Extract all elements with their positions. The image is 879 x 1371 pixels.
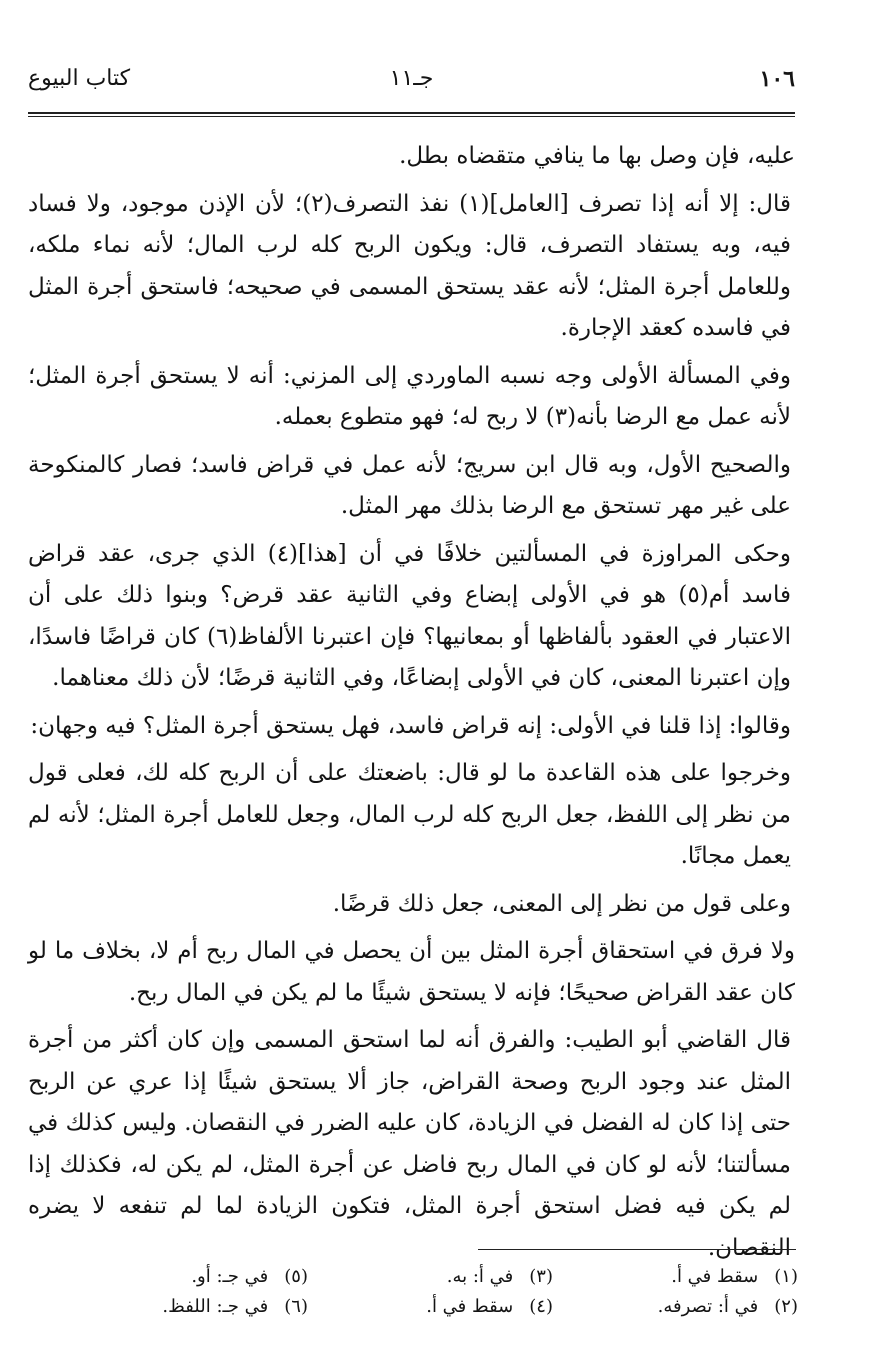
footnote-column [558,1262,798,1322]
paragraph: والصحيح الأول، وبه قال ابن سريج؛ لأنه عمل في قراض فاسد؛ فصار كالمنكوحة على غير مهر تستحق مع الرضا بذلك مهر المثل. [28,451,791,519]
footnote-item [68,1262,308,1292]
footnote-item [68,1292,308,1322]
footnote-text: سقط في أ. [671,1266,759,1287]
book-title: كتاب البيوع [28,66,131,91]
volume-label: جـ١١ [389,66,434,91]
footnote-text: سقط في أ. [426,1296,514,1317]
main-text [28,136,795,1275]
footnote-text: في جـ: اللفظ. [162,1296,269,1317]
header-divider-thin [28,116,795,117]
footnote-number: (١) [774,1266,798,1287]
page-header [28,62,795,104]
header-divider [28,112,795,114]
footnote-item [558,1292,798,1322]
footnote-text: في أ: به. [446,1266,514,1287]
paragraph: قال القاضي أبو الطيب: والفرق أنه لما استحق المسمى وإن كان أكثر من أجرة المثل عند وجود الربح وصحة القراض، جاز ألا يستحق شيئًا إذا عري عن الربح حتى إذا كان له الفضل في الزيادة، كان عليه الضرر في النقصان. وليس كذلك في مسألتنا؛ لأنه لو كان في المال ربح فاضل عن أجرة المثل، لم يكن له، فكذلك إذا لم يكن فيه فضل استحق أجرة المثل، فتكون الزيادة لما لم تنفعه لا يضره النقصان. [28,1027,791,1261]
paragraph: وعلى قول من نظر إلى المعنى، جعل ذلك قرضًا. [332,890,791,917]
footnote-divider [478,1249,796,1250]
footnote-item [313,1262,553,1292]
footnote-column [68,1262,308,1322]
footnote-number: (٥) [284,1266,308,1287]
footnote-number: (٤) [529,1296,553,1317]
footnote-item [558,1262,798,1292]
paragraph: عليه، فإن وصل بها ما ينافي متقضاه بطل. [399,143,795,169]
page-number: ١٠٦ [759,66,795,92]
paragraph: ولا فرق في استحقاق أجرة المثل بين أن يحصل في المال ربح أم لا، بخلاف ما لو كان عقد القراض صحيحًا؛ فإنه لا يستحق شيئًا ما لم يكن في المال ربح. [28,938,795,1006]
footnote-text: في جـ: أو. [191,1266,269,1287]
paragraph: وحكى المراوزة في المسألتين خلافًا في أن [هذا](٤) الذي جرى، عقد قراض فاسد أم(٥) هو في الأولى إبضاع وفي الثانية عقد قرض؟ وبنوا ذلك على أن الاعتبار في العقود بألفاظها أو بمعانيها؟ فإن اعتبرنا الألفاظ(٦) كان قراضًا فاسدًا، وإن اعتبرنا المعنى، كان في الأولى إبضاعًا، وفي الثانية قرضًا؛ لأن ذلك معناهما. [28,540,792,691]
paragraph: وفي المسألة الأولى وجه نسبه الماوردي إلى المزني: أنه لا يستحق أجرة المثل؛ لأنه عمل مع الرضا بأنه(٣) لا ربح له؛ فهو متطوع بعمله. [28,362,791,430]
footnote-text: في أ: تصرفه. [657,1296,759,1317]
footnote-item [313,1292,553,1322]
paragraph: وخرجوا على هذه القاعدة ما لو قال: باضعتك على أن الربح كله لك، فعلى قول من نظر إلى اللفظ، جعل الربح كله لرب المال، وجعل للعامل أجرة المثل؛ لأنه لم يعمل مجانًا. [28,760,791,869]
footnote-number: (٦) [284,1296,308,1317]
footnote-number: (٣) [529,1266,553,1287]
paragraph: قال: إلا أنه إذا تصرف [العامل](١) نفذ التصرف(٢)؛ لأن الإذن موجود، ولا فساد فيه، وبه يستفاد التصرف، قال: ويكون الربح كله لرب المال؛ لأنه نماء ملكه، وللعامل أجرة المثل؛ لأنه عقد يستحق المسمى في صحيحه؛ فاستحق أجرة المثل في فاسده كعقد الإجارة. [28,190,791,341]
paragraph: وقالوا: إذا قلنا في الأولى: إنه قراض فاسد، فهل يستحق أجرة المثل؟ فيه وجهان: [30,712,791,739]
footnote-number: (٢) [774,1296,798,1317]
footnote-column [313,1262,553,1322]
